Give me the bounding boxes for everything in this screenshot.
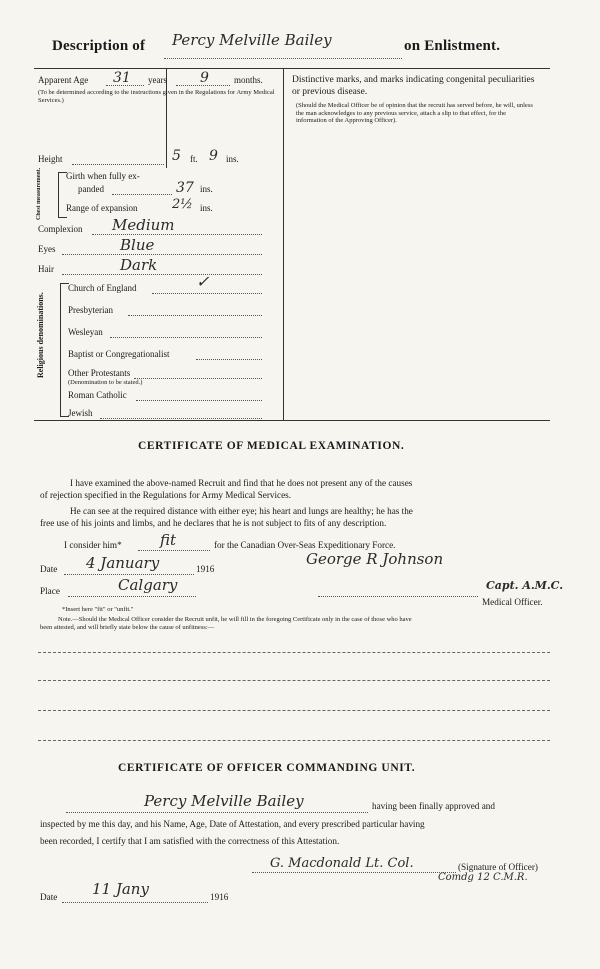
medical-para2-line2: free use of his joints and limbs, and he declares that he is not subject to fits of any description.	[40, 518, 387, 528]
religion-label-2: Wesleyan	[68, 327, 103, 337]
religion-label-1: Presbyterian	[68, 305, 113, 315]
religion-side-label: Religious denominations.	[36, 292, 45, 378]
religion-label-5: Roman Catholic	[68, 390, 127, 400]
officer-signature-rank: Comdg 12 C.M.R.	[438, 872, 528, 883]
ft-label: ft.	[190, 154, 198, 164]
officer-line3: been recorded, I certify that I am satisfied with the correctness of this Attestation.	[40, 836, 340, 846]
consider-value: fit	[160, 531, 177, 549]
months-label: months.	[234, 75, 263, 85]
religion-dotline-0	[152, 293, 262, 294]
religion-dotline-5	[136, 400, 262, 401]
column-divider	[283, 68, 284, 420]
height-label: Height	[38, 154, 63, 164]
distinctive-marks-note: (Should the Medical Officer be of opinion that the recruit has served before, he will, unless the man acknowledges to any previous service, attach a slip to that effect, for the information of the Approving Officer).	[296, 102, 533, 124]
note-line1: Note.—Should the Medical Officer consider the Recruit unfit, he will fill in the foregoing Certificate only in the case of those who have	[58, 616, 412, 623]
place-value: Calgary	[118, 576, 178, 594]
religion-dotline-4	[134, 378, 262, 379]
hair-label: Hair	[38, 264, 54, 274]
officer-name-dotline	[66, 812, 368, 813]
medical-date-year: 1916	[196, 564, 215, 574]
medical-para1-line2: of rejection specified in the Regulations for Army Medical Services.	[40, 490, 292, 500]
height-ins-label: ins.	[226, 154, 239, 164]
expansion-value: 2½	[172, 197, 193, 212]
expansion-label: Range of expansion	[66, 203, 138, 213]
officer-signature: G. Macdonald Lt. Col.	[270, 856, 414, 871]
girth-label-1: Girth when fully ex-	[66, 171, 140, 181]
unfitness-line-2	[38, 680, 550, 681]
officer-line1-suffix: having been finally approved and	[372, 801, 495, 811]
girth-label-2: panded	[78, 184, 104, 194]
age-years-value: 31	[113, 70, 131, 86]
chest-side-label: Chest measurement.	[36, 167, 42, 220]
consider-dotline	[138, 550, 210, 551]
place-dotline	[68, 596, 196, 597]
officer-dotline	[318, 596, 478, 597]
unfitness-line-1	[38, 652, 550, 653]
complexion-value: Medium	[112, 216, 175, 234]
medical-title: CERTIFICATE OF MEDICAL EXAMINATION.	[138, 440, 405, 452]
medical-para2-line1: He can see at the required distance with either eye; his heart and lungs are healthy; he has the	[70, 506, 413, 516]
officer-title: CERTIFICATE OF OFFICER COMMANDING UNIT.	[118, 762, 416, 774]
religion-mark-0: ✓	[196, 272, 210, 291]
protestant-note: (Denomination to be stated.)	[68, 379, 143, 386]
medical-para1-line1: I have examined the above-named Recruit and find that he does not present any of the causes	[70, 478, 413, 488]
age-months-value: 9	[200, 70, 209, 86]
officer-date-year: 1916	[210, 892, 229, 902]
distinctive-marks-heading: Distinctive marks, and marks indicating congenital peculiarities or previous disease.	[292, 75, 535, 97]
girth-value: 37	[176, 180, 194, 196]
hair-value: Dark	[120, 256, 158, 274]
officer-recruit-name: Percy Melville Bailey	[144, 792, 304, 810]
eyes-value: Blue	[120, 236, 155, 254]
age-label: Apparent Age	[38, 75, 89, 85]
religion-dotline-3	[196, 359, 262, 360]
height-dotline	[72, 164, 164, 165]
medical-date-value: 4 January	[86, 554, 160, 572]
officer-date-label: Date	[40, 892, 58, 902]
place-label: Place	[40, 586, 60, 596]
years-label: years	[148, 75, 167, 85]
consider-suffix: for the Canadian Over-Seas Expeditionary Force.	[214, 540, 396, 550]
height-in-value: 9	[209, 148, 218, 164]
title-suffix: on Enlistment.	[404, 38, 501, 54]
eyes-label: Eyes	[38, 244, 56, 254]
officer-date-dotline	[62, 902, 208, 903]
religion-dotline-1	[128, 315, 262, 316]
note-line2: been attested, and will briefly state below the cause of unfitness:—	[40, 624, 215, 631]
age-note: (To be determined according to the instructions given in the Regulations for Army Medical Services.)	[38, 89, 275, 104]
medical-officer-label: Medical Officer.	[482, 597, 543, 607]
religion-label-3: Baptist or Congregationalist	[68, 349, 170, 359]
girth-dotline	[112, 194, 172, 195]
unfitness-line-4	[38, 740, 550, 741]
footnote: *Insert here "fit" or "unfit."	[62, 606, 134, 613]
officer-date-value: 11 Jany	[92, 880, 149, 898]
officer-signature-label: (Signature of Officer)	[458, 862, 538, 872]
title-prefix: Description of	[52, 38, 146, 54]
title-dotline	[164, 58, 402, 59]
girth-unit: ins.	[200, 184, 213, 194]
height-ft-value: 5	[172, 148, 181, 164]
complexion-label: Complexion	[38, 224, 83, 234]
religion-label-6: Jewish	[68, 408, 93, 418]
hair-dotline	[62, 274, 262, 275]
religion-dotline-2	[110, 337, 262, 338]
medical-date-dotline	[64, 574, 194, 575]
religion-label-0: Church of England	[68, 283, 137, 293]
section-rule	[34, 420, 550, 421]
medical-rank: Capt. A.M.C.	[486, 579, 564, 592]
medical-date-label: Date	[40, 564, 58, 574]
expansion-unit: ins.	[200, 203, 213, 213]
eyes-dotline	[62, 254, 262, 255]
recruit-name: Percy Melville Bailey	[172, 31, 332, 49]
complexion-dotline	[92, 234, 262, 235]
medical-signature: George R Johnson	[306, 550, 444, 568]
top-rule	[34, 68, 550, 69]
officer-line2: inspected by me this day, and his Name, Age, Date of Attestation, and every prescribed particular having	[40, 819, 425, 829]
consider-prefix: I consider him*	[64, 540, 122, 550]
officer-signature-dotline	[252, 872, 456, 873]
religion-label-4: Other Protestants	[68, 368, 131, 378]
religion-dotline-6	[100, 418, 262, 419]
unfitness-line-3	[38, 710, 550, 711]
